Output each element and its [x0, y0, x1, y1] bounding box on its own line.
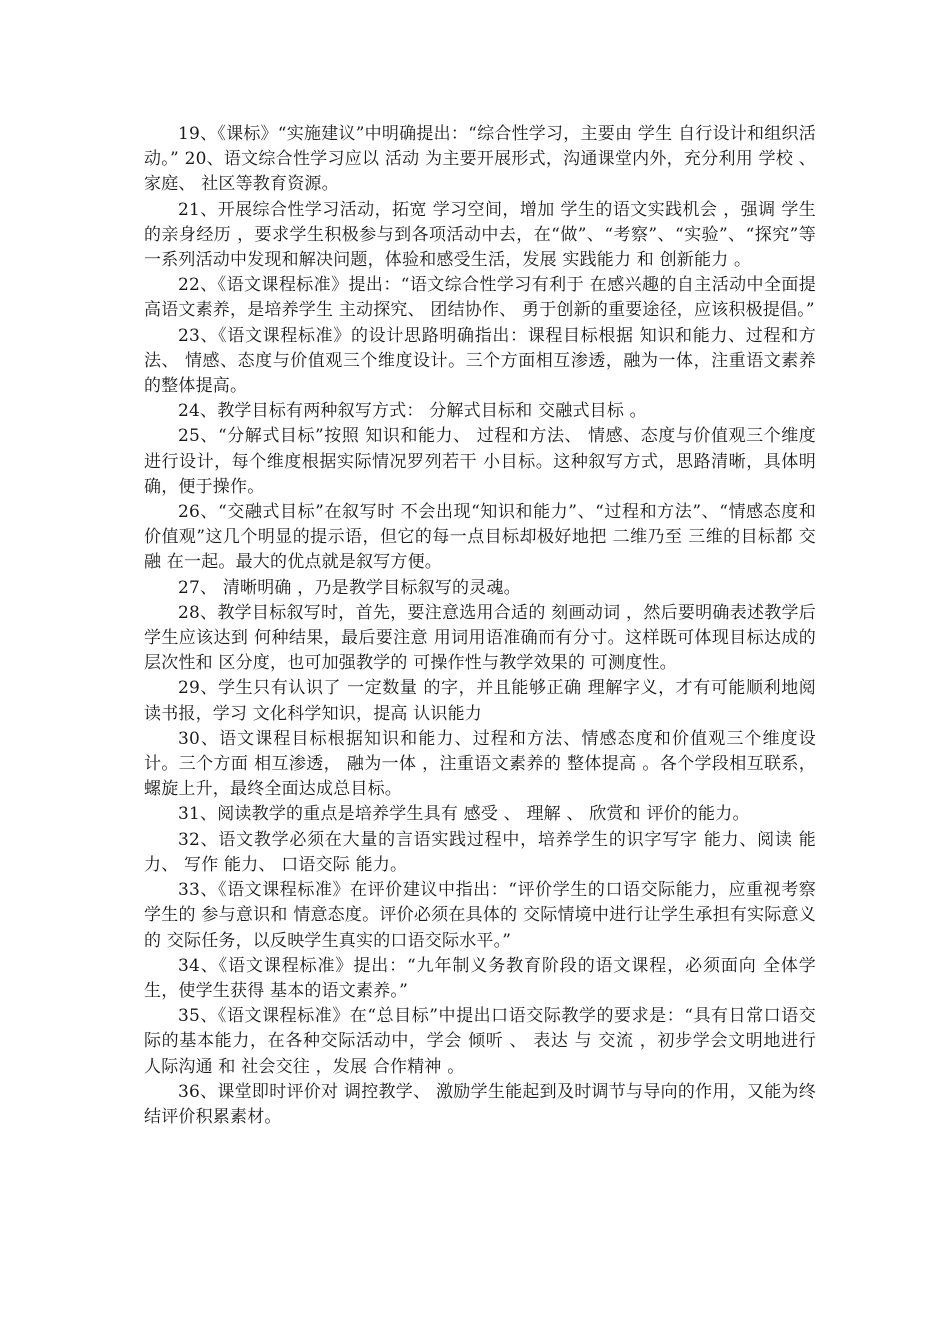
paragraph-29: 29、学生只有认识了 一定数量 的字，并且能够正确 理解字义，才有可能顺利地阅读书报，学习 文化科学知识，提高 认识能力 [144, 678, 816, 724]
paragraph-35: 35、《语文课程标准》在“总目标”中提出口语交际教学的要求是：“具有日常口语交际的基本能力，在各种交际活动中，学会 倾听 、 表达 与 交流 ，初步学会文明地进行 人际沟通 和 社会交往 ，发展 合作精神 。 [144, 1006, 816, 1077]
paragraph-25: 25、“分解式目标”按照 知识和能力、 过程和方法、 情感、态度与价值观三个维度进行设计，每个维度根据实际情况罗列若干 小目标。这种叙写方式，思路清晰，具体明确，便于操作。 [144, 426, 816, 497]
paragraph-36: 36、课堂即时评价对 调控教学、 激励学生能起到及时调节与导向的作用，又能为终结评价积累素材。 [144, 1081, 816, 1127]
paragraph-24: 24、教学目标有两种叙写方式： 分解式目标和 交融式目标 。 [178, 401, 647, 422]
paragraph-31: 31、阅读教学的重点是培养学生具有 感受 、 理解 、 欣赏和 评价的能力。 [178, 804, 750, 825]
paragraph-32: 32、语文教学必须在大量的言语实践过程中，培养学生的识字写字 能力、阅读 能力、 写作 能力、 口语交际 能力。 [144, 829, 816, 875]
paragraph-27: 27、 清晰明确 ，乃是教学目标叙写的灵魂。 [178, 577, 521, 598]
paragraph-28: 28、教学目标叙写时，首先，要注意选用合适的 刻画动词 ，然后要明确表述教学后学生应该达到 何种结果，最后要注意 用词用语准确而有分寸。这样既可体现目标达成的 层次性和 区分度，也可加强教学的 可操作性与教学效果的 可测度性。 [144, 602, 816, 674]
paragraph-22: 22、《语文课程标准》提出：“语文综合性学习有利于 在感兴趣的自主活动中全面提高语文素养，是培养学生 主动探究、 团结协作、 勇于创新的重要途径，应该积极提倡。” [144, 275, 816, 321]
paragraph-30: 30、语文课程目标根据知识和能力、过程和方法、情感态度和价值观三个维度设计。三个方面 相互渗透， 融为一体 ，注重语文素养的 整体提高 。各个学段相互联系， 螺旋上升，最终全面达成总目标。 [144, 728, 816, 800]
paragraph-23: 23、《语文课程标准》的设计思路明确指出：课程目标根据 知识和能力、过程和方法、 情感、态度与价值观三个维度设计。三个方面相互渗透，融为一体，注重语文素养 的整体提高。 [144, 325, 816, 397]
paragraph-26: 26、“交融式目标”在叙写时 不会出现“知识和能力”、“过程和方法”、“情感态度和价值观”这几个明显的提示语，但它的每一点目标却极好地把 二维乃至 三维的目标都 交融 在一起。最大的优点就是叙写方便。 [144, 502, 816, 573]
paragraph-33: 33、《语文课程标准》在评价建议中指出：“评价学生的口语交际能力，应重视考察学生的 参与意识和 情意态度。评价必须在具体的 交际情境中进行让学生承担有实际意义的 交际任务，以反映学生真实的口语交际水平。” [144, 880, 816, 951]
paragraph-34: 34、《语文课程标准》提出：“九年制义务教育阶段的语文课程，必须面向 全体学生，使学生获得 基本的语文素养。” [144, 955, 816, 1001]
paragraph-19-20: 19、《课标》“实施建议”中明确提出：“综合性学习，主要由 学生 自行设计和组织活动。” 20、语文综合性学习应以 活动 为主要开展形式，沟通课堂内外，充分利用 学校 、 家庭、 社区等教育资源。 [144, 124, 816, 195]
paragraph-21: 21、开展综合性学习活动，拓宽 学习空间，增加 学生的语文实践机会 ，强调 学生的亲身经历 ，要求学生积极参与到各项活动中去，在“做”、“考察”、“实验”、“探究”等一系列活动中发现和解决问题，体验和感受生活，发展 实践能力 和 创新能力 。 [144, 199, 816, 271]
document-page [144, 122, 816, 1130]
